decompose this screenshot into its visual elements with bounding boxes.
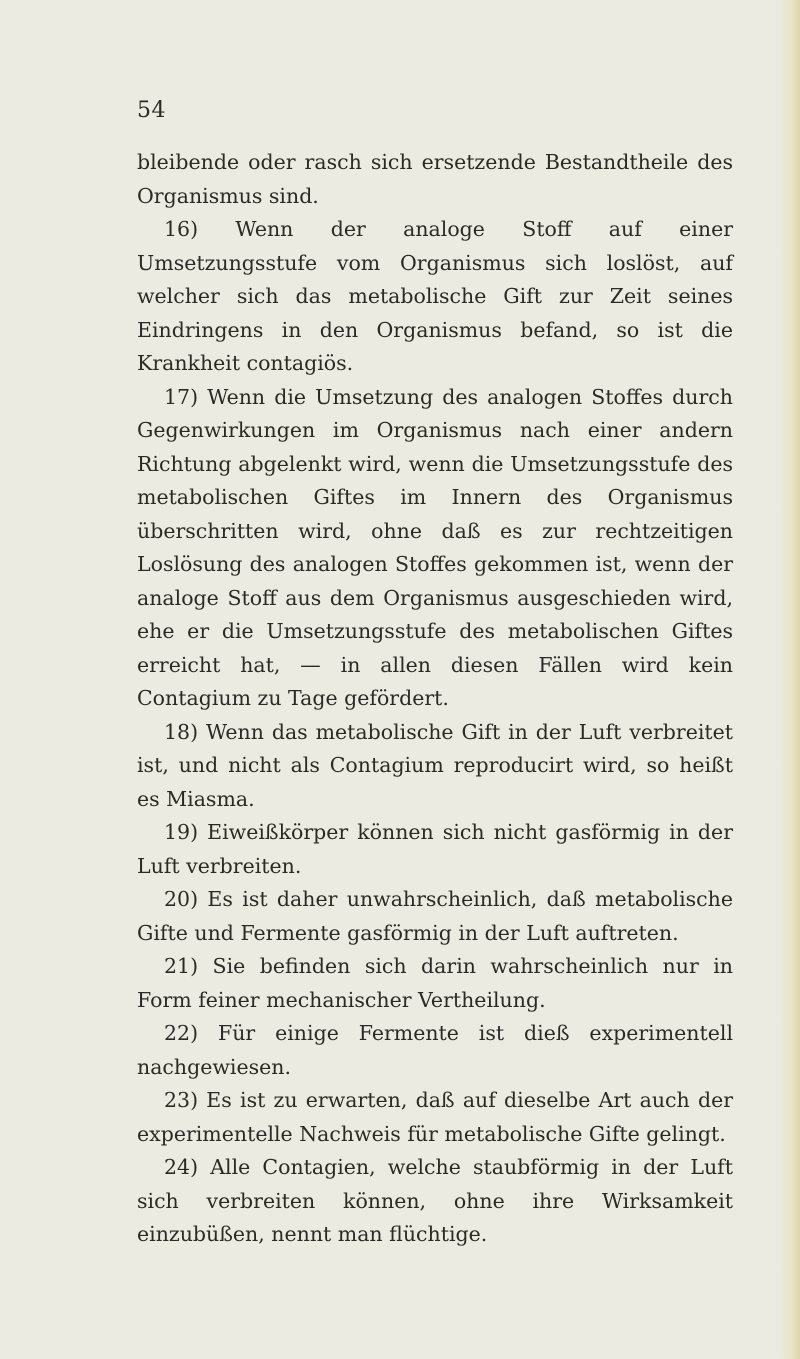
paragraph-19: 19) Eiweißkörper können sich nicht gasförmig in der Luft verbreiten. — [137, 820, 733, 878]
paragraph-24: 24) Alle Contagien, welche staubförmig in der Luft sich verbreiten können, ohne ihre Wirksamkeit einzubüßen, nennt man flüchtige. — [137, 1155, 733, 1246]
paragraph-22: 22) Für einige Fermente ist dieß experimentell nachgewiesen. — [137, 1021, 733, 1079]
paragraph-17: 17) Wenn die Umsetzung des analogen Stoffes durch Gegenwirkungen im Organismus nach einer andern Richtung abgelenkt wird, wenn die Umsetzungsstufe des metabolischen Giftes im Innern des Organismus überschritten wird, ohne daß es zur rechtzeitigen Loslösung des analogen Stoffes gekommen ist, wenn der analoge Stoff aus dem Organismus ausgeschieden wird, ehe er die Umsetzungsstufe des metabolischen Giftes erreicht hat, — in allen diesen Fällen wird kein Contagium zu Tage gefördert. — [137, 384, 733, 710]
paragraph-16: 16) Wenn der analoge Stoff auf einer Umsetzungsstufe vom Organismus sich loslöst, auf welcher sich das metabolische Gift zur Zeit seines Eindringens in den Organismus befand, so ist die Krankheit contagiös. — [137, 217, 733, 375]
paragraph-23: 23) Es ist zu erwarten, daß auf dieselbe Art auch der experimentelle Nachweis für metabolische Gifte gelingt. — [137, 1088, 733, 1146]
paragraph-20: 20) Es ist daher unwahrscheinlich, daß metabolische Gifte und Fermente gasförmig in der Luft auftreten. — [137, 887, 733, 945]
page-edge-shading — [778, 0, 800, 1359]
paragraph-18: 18) Wenn das metabolische Gift in der Luft verbreitet ist, und nicht als Contagium reproducirt wird, so heißt es Miasma. — [137, 719, 733, 811]
paragraph-continuation: bleibende oder rasch sich ersetzende Bestandtheile des Organismus sind. — [137, 150, 733, 208]
page-number: 54 — [137, 98, 166, 123]
page-body-text — [137, 146, 733, 1252]
paragraph-21: 21) Sie befinden sich darin wahrscheinlich nur in Form feiner mechanischer Vertheilung. — [137, 954, 733, 1012]
